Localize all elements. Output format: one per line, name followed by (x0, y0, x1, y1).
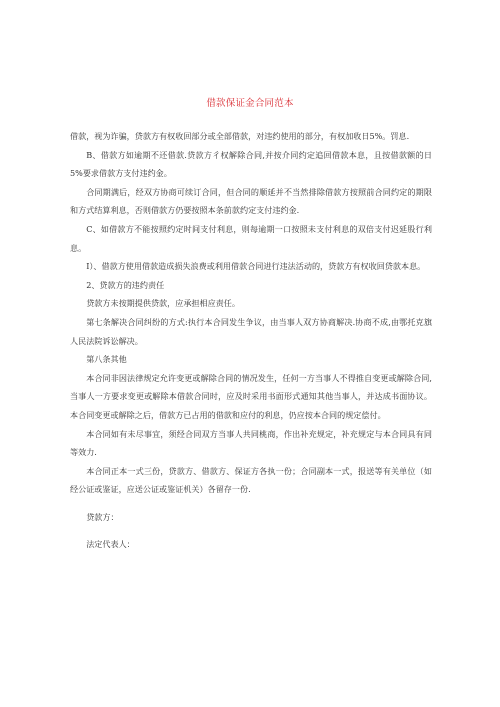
paragraph-contract-renewal: 合同期满后，经双方协商可续订合同，但合同的顺延并不当然排除借款方按照前合同约定的期限和方式结算利息，否则借款方仍要按照本条前款约定支付违约金. (70, 186, 432, 216)
paragraph-lender-responsibility: 贷款方未按期提供贷款，应承担相应责任。 (86, 298, 240, 309)
article-eight-heading: 第八条其他 (86, 354, 127, 365)
signature-lender: 贷款方： (86, 511, 119, 522)
section-lender-liability: 2、贷款方的违约责任 (86, 279, 165, 290)
document-body (70, 127, 432, 554)
paragraph-illegal-use: I）、借款方使用借款造成损失浪费或利用借款合同进行违法活动的，贷款方有权收回贷款本息。 (86, 261, 426, 272)
signature-legal-representative: 法定代表人： (86, 539, 135, 550)
paragraph-contract-modification: 本合同非因法律规定允许变更或解除合同的情况发生，任何一方当事人不得推自变更或解除合同,当事人一方要求变更或解除本借款合同时，应及时采用书面形式通知其他当事人，并达成书面协议。本合同变更或解除之后，借款方已占用的借款和应付的利息，仍应按本合同的规定偿付。 (70, 372, 432, 420)
document-title: 借款保证金合同范本 (206, 98, 294, 109)
paragraph-copies: 本合同正本一式三份，贷款方、借款方、保证方各执一份；合同副本一式，报送等有关单位（如经公证或鉴证，应送公证或鉴证机关）各留存一份. (70, 465, 432, 495)
paragraph-overdue-repayment: B、借款方如逾期不还借款.贷款方彳权解除合同,并按介同约定追回借款本息，且按借款额的日5%要求借款方支付违约金。 (70, 149, 432, 179)
paragraph-late-interest: C、如借款方不能按照约定时间支付利息，则每逾期一口按照未支付利息的双倍支付迟延股行利息。 (70, 223, 432, 253)
paragraph-supplementary-terms: 本合同如有未尽事宜，须经合同双方当事人共同桃商，作出补充规定，补充规定与本合同具有同等效力. (70, 428, 432, 458)
article-seven-dispute-resolution: 第七条解决合同纠纷的方式:执行本合同发生争议，由当事人双方协商解决.协商不成,由鄂托克旗人民法院诉讼解决。 (70, 316, 432, 346)
paragraph-penalty-misuse: 借款，视为诈骗，贷款方有权收回部分或全部借款，对违约使用的部分，有权加收日5%。罚息. (70, 131, 410, 141)
